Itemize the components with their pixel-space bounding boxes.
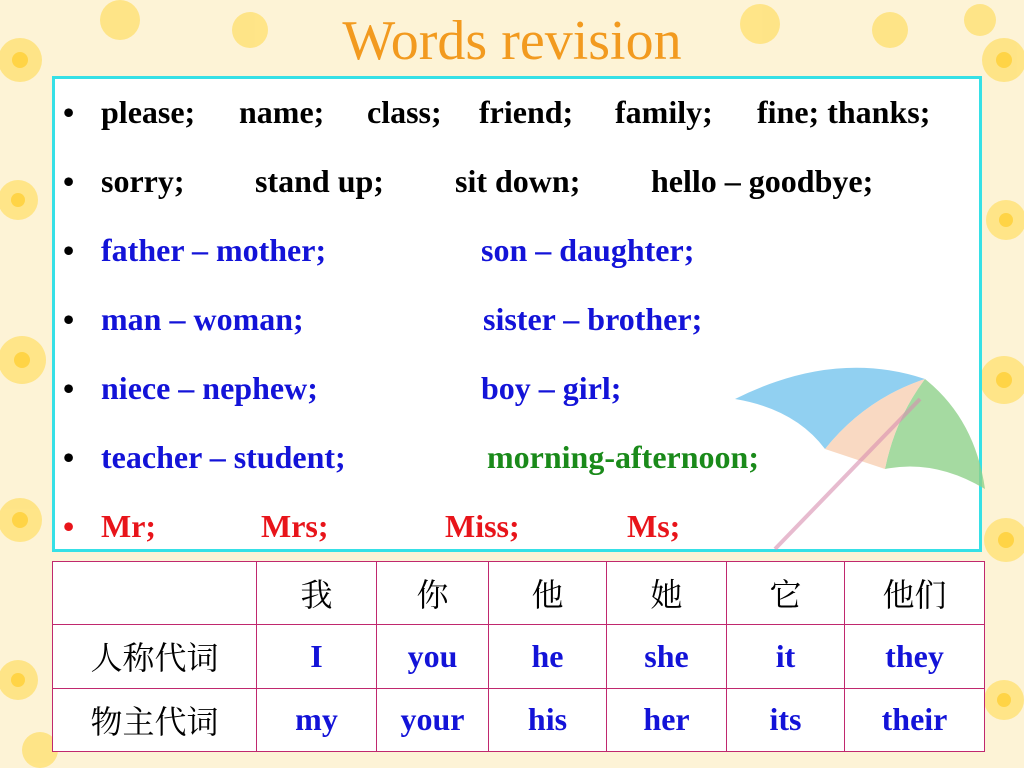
word-mr: Mr; <box>101 508 157 544</box>
word-line-7 <box>55 501 979 551</box>
word-teacher-student: teacher – student; <box>101 439 346 475</box>
bullet: • <box>63 508 75 544</box>
word-name: name; <box>239 94 325 130</box>
word-stand-up: stand up; <box>255 163 384 199</box>
word-sister-brother: sister – brother; <box>483 301 703 337</box>
word-morning-afternoon: morning-afternoon; <box>487 439 759 475</box>
word-class: class; <box>367 94 442 130</box>
bullet: • <box>63 370 75 406</box>
word-line-3 <box>55 225 979 275</box>
word-line-2 <box>55 156 979 206</box>
table-row <box>53 625 985 688</box>
table-header-cell: 我 <box>257 562 377 625</box>
table-cell: its <box>727 688 845 751</box>
row-label: 人称代词 <box>53 625 257 688</box>
table-cell: it <box>727 625 845 688</box>
word-family: family; <box>615 94 713 130</box>
table-header-row <box>53 562 985 625</box>
table-cell: your <box>377 688 489 751</box>
table-cell: their <box>845 688 985 751</box>
table-header-cell <box>53 562 257 625</box>
table-header-cell: 它 <box>727 562 845 625</box>
words-box <box>52 76 982 552</box>
word-line-1 <box>55 87 979 137</box>
table-cell: I <box>257 625 377 688</box>
word-friend: friend; <box>479 94 574 130</box>
table-header-cell: 他们 <box>845 562 985 625</box>
table-header-cell: 你 <box>377 562 489 625</box>
word-man-woman: man – woman; <box>101 301 304 337</box>
table-cell: he <box>489 625 607 688</box>
table-cell: his <box>489 688 607 751</box>
word-line-6 <box>55 432 979 482</box>
word-father-mother: father – mother; <box>101 232 327 268</box>
word-hello-goodbye: hello – goodbye; <box>651 163 874 199</box>
bullet: • <box>63 94 75 130</box>
word-son-daughter: son – daughter; <box>481 232 695 268</box>
word-sorry: sorry; <box>101 163 185 199</box>
word-line-5 <box>55 363 979 413</box>
bullet: • <box>63 163 75 199</box>
bullet: • <box>63 439 75 475</box>
word-niece-nephew: niece – nephew; <box>101 370 318 406</box>
word-mrs: Mrs; <box>261 508 329 544</box>
table-header-cell: 他 <box>489 562 607 625</box>
page-title: Words revision <box>342 10 682 72</box>
word-boy-girl: boy – girl; <box>481 370 622 406</box>
row-label: 物主代词 <box>53 688 257 751</box>
word-please: please; <box>101 94 196 130</box>
word-sit-down: sit down; <box>455 163 581 199</box>
word-line-4 <box>55 294 979 344</box>
table-header-cell: 她 <box>607 562 727 625</box>
word-miss: Miss; <box>445 508 520 544</box>
table-cell: she <box>607 625 727 688</box>
bullet: • <box>63 301 75 337</box>
table-row <box>53 688 985 751</box>
table-cell: her <box>607 688 727 751</box>
pronoun-table <box>52 561 985 752</box>
word-fine-thanks: fine; thanks; <box>757 94 931 130</box>
table-cell: they <box>845 625 985 688</box>
table-cell: my <box>257 688 377 751</box>
table-cell: you <box>377 625 489 688</box>
word-ms: Ms; <box>627 508 681 544</box>
bullet: • <box>63 232 75 268</box>
